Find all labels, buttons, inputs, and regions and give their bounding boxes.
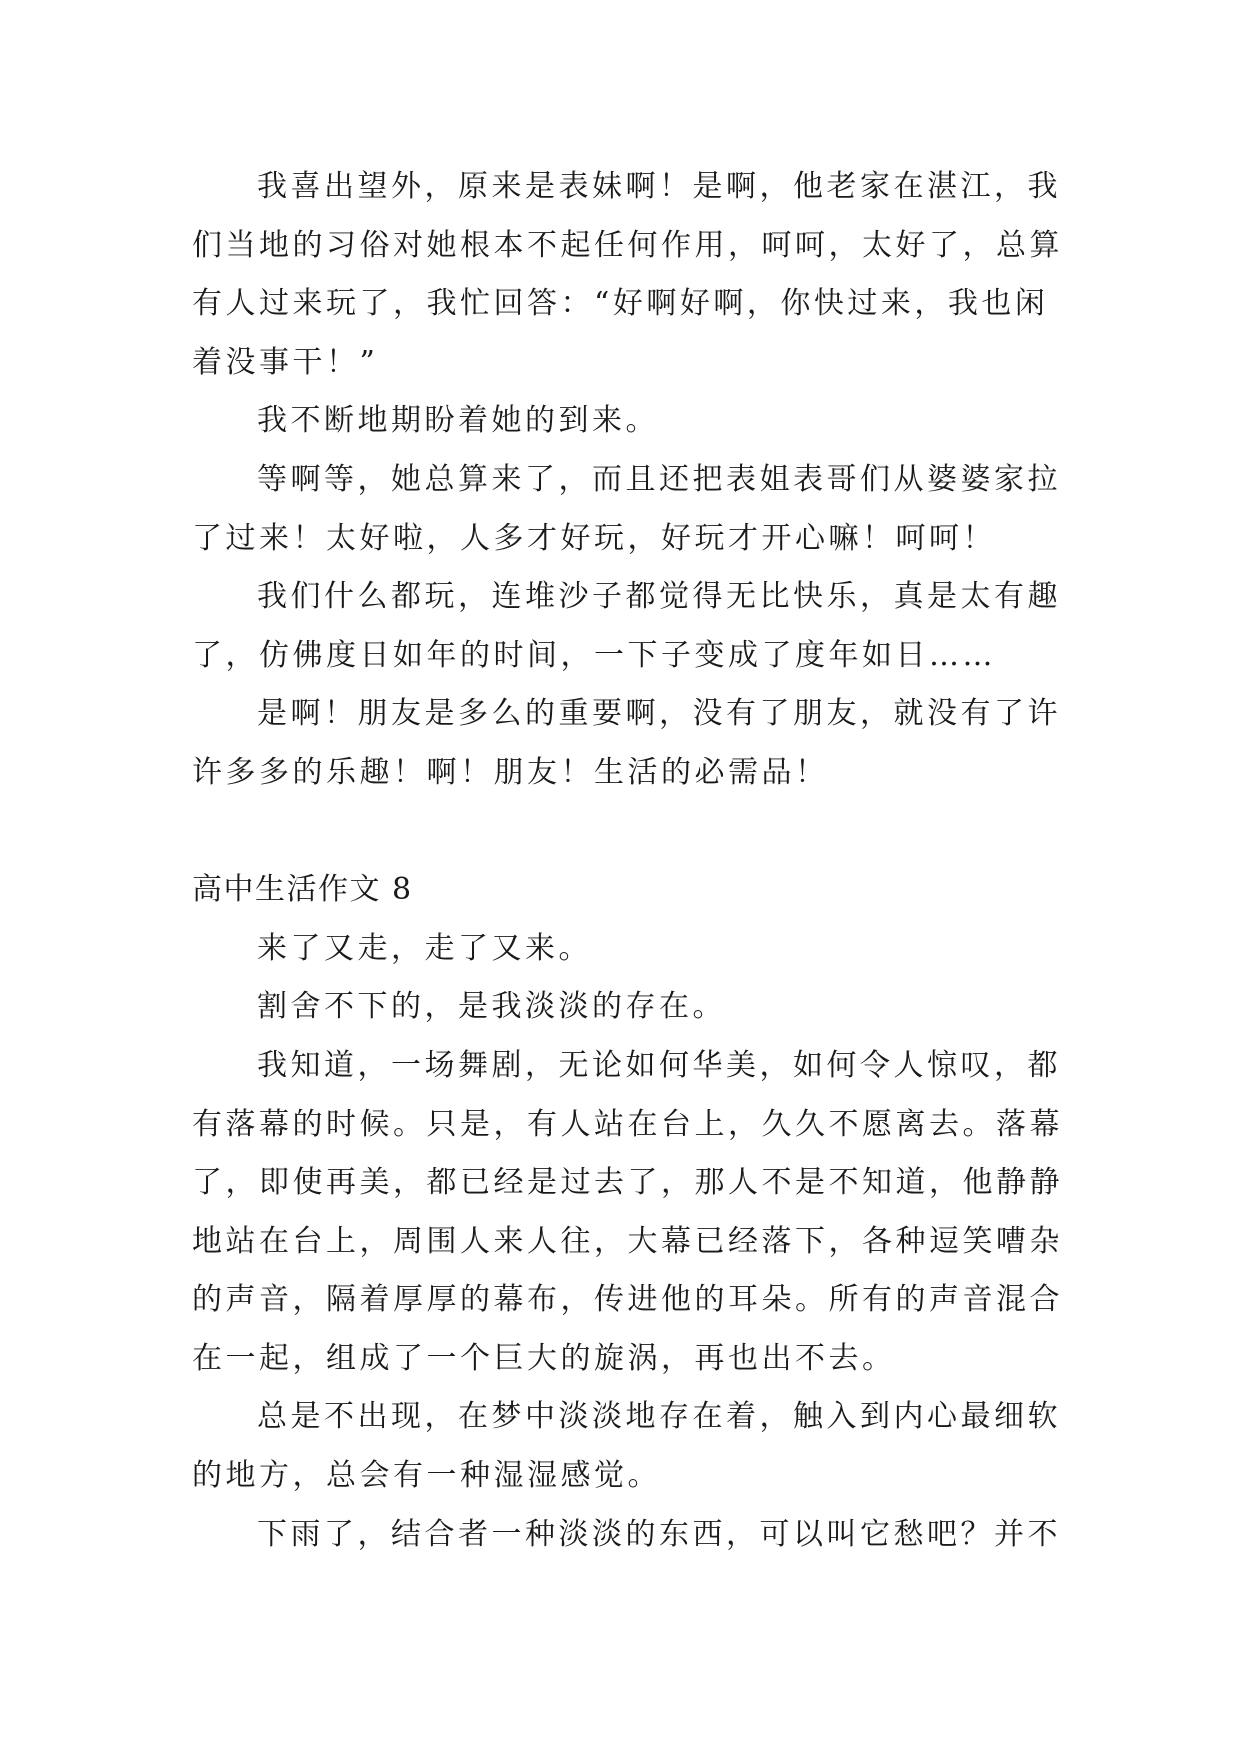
- paragraph: [192, 978, 1047, 1037]
- paragraph-line: 了，即使再美，都已经是过去了，那人不是不知道，他静静: [192, 1165, 1063, 1201]
- paragraph: [192, 568, 1061, 685]
- paragraph-line: 我不断地期盼着她的到来。: [257, 403, 659, 439]
- paragraph-line: 下雨了，结合者一种淡淡的东西，可以叫它愁吧？并不: [257, 1516, 1061, 1552]
- paragraph-line: 的地方，总会有一种湿湿感觉。: [192, 1458, 661, 1494]
- section-heading: 高中生活作文 8: [192, 872, 413, 908]
- paragraph-line: 我喜出望外，原来是表妹啊！是啊，他老家在湛江，我: [257, 169, 1061, 204]
- document-body: [192, 158, 1063, 1564]
- paragraph: [192, 685, 1061, 802]
- paragraph: [192, 392, 1047, 451]
- paragraph-line: 有落幕的时候。只是，有人站在台上，久久不愿离去。落幕: [192, 1106, 1063, 1142]
- paragraph: [192, 920, 1047, 979]
- paragraph: [192, 1388, 1061, 1505]
- paragraph-line: 了，仿佛度日如年的时间，一下子变成了度年如日……: [192, 637, 996, 673]
- paragraph-line: 着没事干！”: [192, 344, 379, 380]
- paragraph-line: 割舍不下的，是我淡淡的存在。: [257, 989, 726, 1025]
- paragraph-line: 的声音，隔着厚厚的幕布，传进他的耳朵。所有的声音混合: [192, 1282, 1063, 1318]
- paragraph-line: 等啊等，她总算来了，而且还把表姐表哥们从婆婆家拉: [257, 461, 1061, 497]
- paragraph: [192, 158, 1063, 392]
- paragraph-line: 我知道，一场舞剧，无论如何华美，如何令人惊叹，都: [257, 1047, 1061, 1083]
- paragraph-line: 地站在台上，周围人来人往，大幕已经落下，各种逗笑嘈杂: [192, 1223, 1063, 1259]
- paragraph-line: 们当地的习俗对她根本不起任何作用，呵呵，太好了，总算: [192, 227, 1063, 263]
- paragraph-line: 来了又走，走了又来。: [257, 930, 592, 966]
- paragraph-line: 总是不出现，在梦中淡淡地存在着，触入到内心最细软: [257, 1399, 1061, 1435]
- section-gap: [192, 803, 1047, 862]
- paragraph: [192, 1506, 1061, 1565]
- paragraph-line: 许多多的乐趣！啊！朋友！生活的必需品！: [192, 754, 829, 790]
- paragraph: [192, 451, 1061, 568]
- paragraph-line: 是啊！朋友是多么的重要啊，没有了朋友，就没有了许: [257, 696, 1061, 732]
- paragraph-line: 我们什么都玩，连堆沙子都觉得无比快乐，真是太有趣: [257, 579, 1061, 615]
- paragraph-line: 有人过来玩了，我忙回答：“好啊好啊，你快过来，我也闲: [192, 286, 1049, 322]
- paragraph: [192, 1037, 1063, 1389]
- paragraph-line: 了过来！太好啦，人多才好玩，好玩才开心嘛！呵呵！: [192, 520, 996, 556]
- paragraph-line: 在一起，组成了一个巨大的旋涡，再也出不去。: [192, 1340, 896, 1376]
